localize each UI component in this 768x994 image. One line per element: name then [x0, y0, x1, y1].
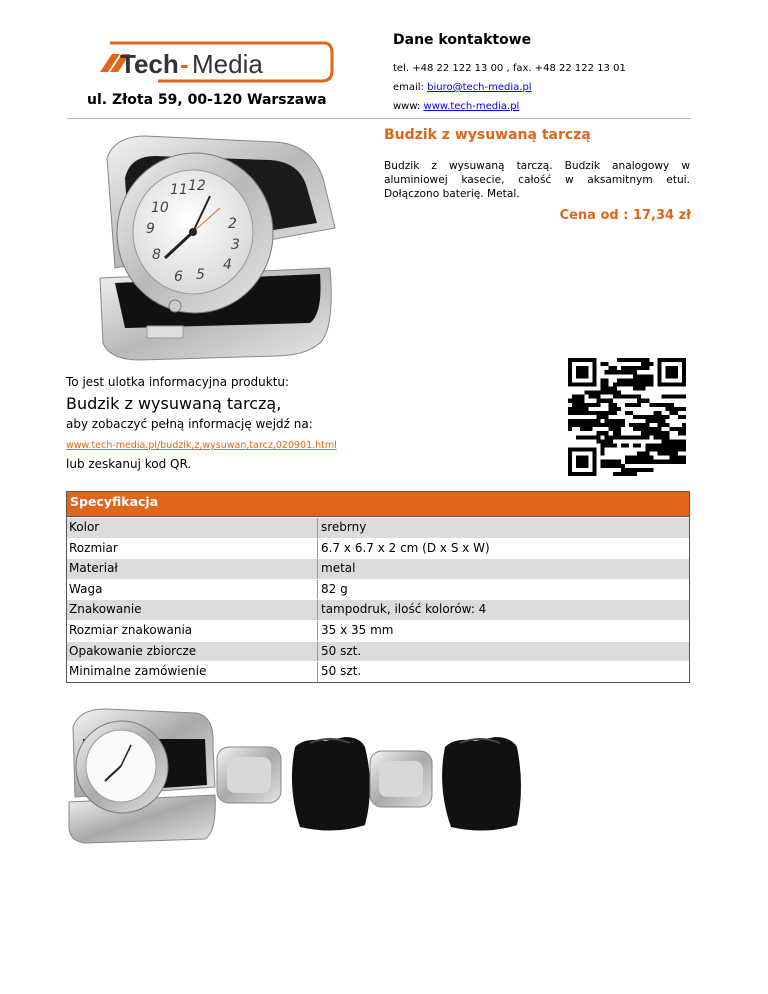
- spec-value: 6.7 x 6.7 x 2 cm (D x S x W): [321, 540, 490, 555]
- svg-text:6: 6: [174, 269, 183, 285]
- spec-title: Specyfikacja: [67, 492, 689, 517]
- product-description: Budzik z wysuwaną tarczą. Budzik analogowy w aluminiowej kasecie, całość w aksamitnym etui. Dołączono baterię. Metal.: [384, 160, 690, 200]
- spec-value: 50 szt.: [321, 664, 362, 679]
- svg-text:Media: Media: [192, 49, 263, 79]
- spec-table: [66, 491, 690, 683]
- leaflet-info: [66, 375, 546, 471]
- leaflet-product-name: Budzik z wysuwaną tarczą,: [66, 394, 282, 413]
- spec-key: Rozmiar: [67, 539, 318, 559]
- spec-key: Minimalne zamówienie: [67, 662, 318, 682]
- contact-title: Dane kontaktowe: [393, 32, 532, 48]
- email-link[interactable]: biuro@tech-media.pl: [427, 82, 532, 93]
- svg-text:2: 2: [228, 216, 237, 232]
- spec-row: [67, 620, 689, 641]
- gallery-image-open-clock: [69, 709, 215, 843]
- product-link[interactable]: www.tech-media.pl/budzik,z,wysuwan,tarcz,020901.html: [66, 440, 337, 451]
- spec-value: 82 g: [321, 581, 348, 596]
- email-label: email:: [393, 82, 424, 93]
- svg-text:9: 9: [146, 221, 155, 237]
- contact-email-line: [393, 78, 626, 97]
- product-gallery: [65, 707, 525, 847]
- contact-block: [393, 32, 626, 116]
- spec-value: 50 szt.: [321, 643, 362, 658]
- spec-row: [67, 538, 689, 559]
- spec-value: srebrny: [321, 520, 367, 534]
- qr-note: lub zeskanuj kod QR.: [66, 457, 192, 471]
- gallery-image-pouch-2: [442, 737, 521, 831]
- spec-key: Opakowanie zbiorcze: [67, 642, 318, 662]
- product-price: Cena od : 17,34 zł: [559, 208, 691, 223]
- spec-key: Waga: [67, 580, 318, 600]
- spec-row: [67, 558, 689, 579]
- spec-value: tampodruk, ilość kolorów: 4: [321, 602, 487, 617]
- spec-key: Znakowanie: [67, 600, 318, 620]
- spec-value: 35 x 35 mm: [321, 622, 394, 637]
- www-label: www:: [393, 101, 421, 112]
- spec-value: metal: [321, 561, 356, 576]
- header-divider: [67, 118, 691, 119]
- www-link[interactable]: www.tech-media.pl: [423, 101, 520, 112]
- logo-text: Tech: [120, 49, 179, 79]
- contact-phone: tel. +48 22 122 13 00 , fax. +48 22 122 13 01: [393, 63, 626, 74]
- qr-code[interactable]: [563, 358, 691, 476]
- svg-text:4: 4: [223, 257, 232, 273]
- gallery-image-pouch: [292, 737, 370, 831]
- svg-text:-: -: [180, 49, 189, 79]
- spec-row: [67, 517, 689, 538]
- svg-text:11: 11: [170, 182, 188, 198]
- spec-key: Rozmiar znakowania: [67, 621, 318, 641]
- tech-media-logo: [98, 40, 334, 84]
- svg-text:5: 5: [196, 267, 205, 283]
- spec-row: [67, 641, 689, 662]
- gallery-image-closed-case: [217, 747, 281, 803]
- product-image: [85, 128, 345, 368]
- spec-row: [67, 599, 689, 620]
- contact-www-line: [393, 97, 626, 116]
- svg-text:3: 3: [231, 237, 240, 253]
- leaflet-intro: To jest ulotka informacyjna produktu:: [66, 375, 290, 389]
- svg-text:8: 8: [152, 247, 161, 263]
- leaflet-cta: aby zobaczyć pełną informację wejdź na:: [66, 417, 313, 431]
- company-address: ul. Złota 59, 00-120 Warszawa: [87, 92, 327, 108]
- spec-row: [67, 579, 689, 600]
- spec-key: Kolor: [67, 518, 318, 538]
- gallery-image-closed-case-2: [370, 751, 432, 807]
- product-title: Budzik z wysuwaną tarczą: [384, 127, 591, 143]
- spec-row: [67, 661, 689, 682]
- spec-key: Materiał: [67, 559, 318, 579]
- svg-text:12: 12: [188, 178, 206, 194]
- svg-text:10: 10: [151, 200, 169, 216]
